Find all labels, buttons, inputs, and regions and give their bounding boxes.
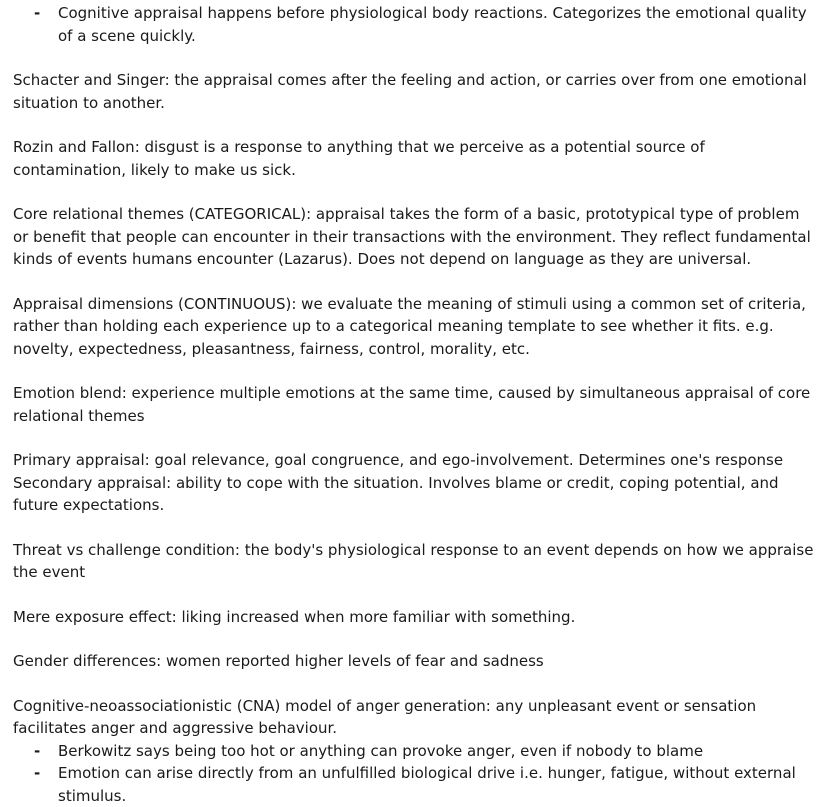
paragraph-rozin-fallon: Rozin and Fallon: disgust is a response to anything that we perceive as a potential source of contamination, likely to make us sick. (13, 138, 705, 179)
list-item (34, 2, 818, 47)
bullet-list-cna (13, 740, 818, 807)
paragraph-mere-exposure: Mere exposure effect: liking increased when more familiar with something. (13, 607, 576, 626)
paragraph-cna-model: Cognitive-neoassociationistic (CNA) model of anger generation: any unpleasant event or sensation facilitates anger and aggressive behaviour. (13, 696, 757, 737)
bullet-marker: - (34, 741, 41, 760)
paragraph-schacter-singer: Schacter and Singer: the appraisal comes after the feeling and action, or carries over from one emotional situation to another. (13, 71, 807, 112)
paragraph-threat-challenge: Threat vs challenge condition: the body's physiological response to an event depends on how we appraise the event (13, 540, 814, 581)
paragraph-core-relational-themes: Core relational themes (CATEGORICAL): appraisal takes the form of a basic, prototypical type of problem or benefit that people can encounter in their transactions with the environment. They reflect fundamental kinds of events humans encounter (Lazarus). Does not depend on language as they are universal. (13, 205, 811, 268)
document-body (13, 0, 818, 807)
paragraph-secondary-appraisal: Secondary appraisal: ability to cope with the situation. Involves blame or credit, coping potential, and future expectations. (13, 473, 779, 514)
bullet-text: Berkowitz says being too hot or anything can provoke anger, even if nobody to blame (58, 741, 704, 760)
bullet-list-top (13, 2, 818, 47)
list-item (34, 740, 818, 763)
bullet-text: Cognitive appraisal happens before physiological body reactions. Categorizes the emotional quality of a scene quickly. (58, 4, 807, 45)
paragraph-emotion-blend: Emotion blend: experience multiple emotions at the same time, caused by simultaneous appraisal of core relational themes (13, 384, 811, 425)
bullet-marker: - (34, 4, 41, 22)
bullet-marker: - (34, 764, 41, 782)
list-item (34, 762, 818, 807)
paragraph-appraisal-dimensions: Appraisal dimensions (CONTINUOUS): we evaluate the meaning of stimuli using a common set of criteria, rather than holding each experience up to a categorical meaning template to see whether it fits. e.g. novelty, expectedness, pleasantness, fairness, control, morality, etc. (13, 294, 806, 358)
bullet-text: Emotion can arise directly from an unfulfilled biological drive i.e. hunger, fatigue, without external stimulus. (58, 764, 796, 805)
paragraph-gender-differences: Gender differences: women reported higher levels of fear and sadness (13, 652, 544, 670)
paragraph-primary-appraisal: Primary appraisal: goal relevance, goal congruence, and ego-involvement. Determines one's response (13, 451, 784, 469)
